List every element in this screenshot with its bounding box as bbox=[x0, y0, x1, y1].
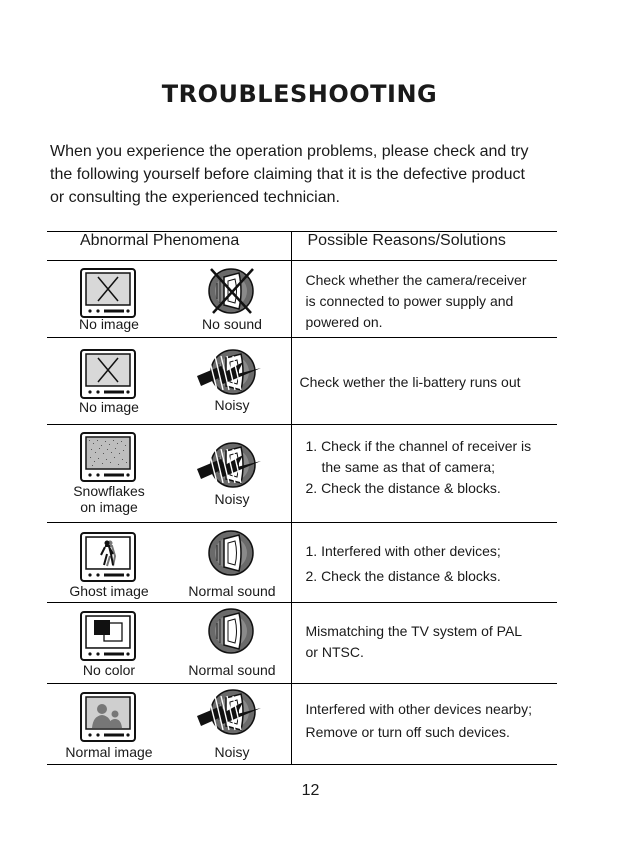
solution-line: 1. Interfered with other devices; bbox=[305, 543, 501, 559]
phenomena-cell bbox=[47, 338, 291, 425]
solution-line: powered on. bbox=[305, 314, 383, 330]
solution-line: 2. Check the distance & blocks. bbox=[305, 568, 501, 584]
image-label: No image bbox=[79, 399, 139, 415]
tv-no-color-icon bbox=[80, 611, 136, 661]
speaker-noisy-icon bbox=[197, 439, 267, 493]
image-label: No image bbox=[79, 316, 139, 332]
phenomena-cell bbox=[47, 523, 291, 603]
tv-normal-image-icon bbox=[80, 692, 136, 742]
solution-line: 1. Check if the channel of receiver is bbox=[305, 438, 532, 454]
solution-line: the same as that of camera; bbox=[321, 459, 496, 475]
tv-snow-icon bbox=[80, 432, 136, 482]
solution-line: Check wether the li-battery runs out bbox=[299, 374, 521, 390]
image-label: Ghost image bbox=[69, 583, 149, 599]
solution-cell bbox=[291, 523, 557, 603]
solution-line: Interfered with other devices nearby; bbox=[305, 701, 532, 717]
sound-label: Noisy bbox=[214, 744, 250, 760]
solution-line: Mismatching the TV system of PAL bbox=[305, 623, 523, 639]
page-number: 12 bbox=[301, 782, 320, 799]
table-row bbox=[47, 523, 557, 603]
table-row bbox=[47, 684, 557, 765]
tv-ghost-icon bbox=[80, 532, 136, 582]
solution-cell bbox=[291, 261, 557, 338]
intro-line: the following yourself before claiming that it is the defective product bbox=[50, 166, 525, 183]
solution-line: 2. Check the distance & blocks. bbox=[305, 480, 501, 496]
page-title: TROUBLESHOOTING bbox=[161, 80, 438, 108]
speaker-normal-icon bbox=[207, 529, 257, 579]
header-possible-reasons: Possible Reasons/Solutions bbox=[291, 232, 557, 261]
solution-line: Remove or turn off such devices. bbox=[305, 724, 510, 740]
table-row bbox=[47, 603, 557, 684]
table-row bbox=[47, 425, 557, 523]
sound-label: Noisy bbox=[214, 397, 250, 413]
sound-label: No sound bbox=[202, 316, 262, 332]
speaker-normal-icon bbox=[207, 607, 257, 657]
solution-line: Check whether the camera/receiver bbox=[305, 272, 527, 288]
phenomena-cell bbox=[47, 684, 291, 765]
intro-line: When you experience the operation problems, please check and try bbox=[50, 143, 529, 160]
sound-label: Normal sound bbox=[188, 583, 276, 599]
troubleshooting-table bbox=[47, 231, 557, 765]
phenomena-cell bbox=[47, 261, 291, 338]
table-row bbox=[47, 338, 557, 425]
speaker-noisy-icon bbox=[197, 346, 267, 400]
sound-label: Noisy bbox=[214, 491, 250, 507]
solution-cell bbox=[291, 338, 557, 425]
solution-cell bbox=[291, 603, 557, 684]
intro-paragraph bbox=[50, 140, 570, 209]
solution-cell bbox=[291, 425, 557, 523]
solution-line: or NTSC. bbox=[305, 644, 364, 660]
intro-line: or consulting the experienced technician. bbox=[50, 189, 340, 206]
image-label: No color bbox=[82, 662, 136, 678]
tv-no-image-icon bbox=[80, 268, 136, 318]
speaker-crossed-icon bbox=[207, 267, 257, 317]
image-label: Normal image bbox=[65, 744, 153, 760]
solution-cell bbox=[291, 684, 557, 765]
image-label: Snowflakes bbox=[73, 483, 145, 499]
header-abnormal-phenomena: Abnormal Phenomena bbox=[47, 232, 291, 261]
speaker-noisy-icon bbox=[197, 686, 267, 740]
table-row bbox=[47, 261, 557, 338]
sound-label: Normal sound bbox=[188, 662, 276, 678]
solution-line: is connected to power supply and bbox=[305, 293, 514, 309]
phenomena-cell bbox=[47, 603, 291, 684]
tv-no-image-icon bbox=[80, 349, 136, 399]
phenomena-cell bbox=[47, 425, 291, 523]
image-label: on image bbox=[80, 499, 138, 515]
table-header bbox=[47, 232, 557, 261]
